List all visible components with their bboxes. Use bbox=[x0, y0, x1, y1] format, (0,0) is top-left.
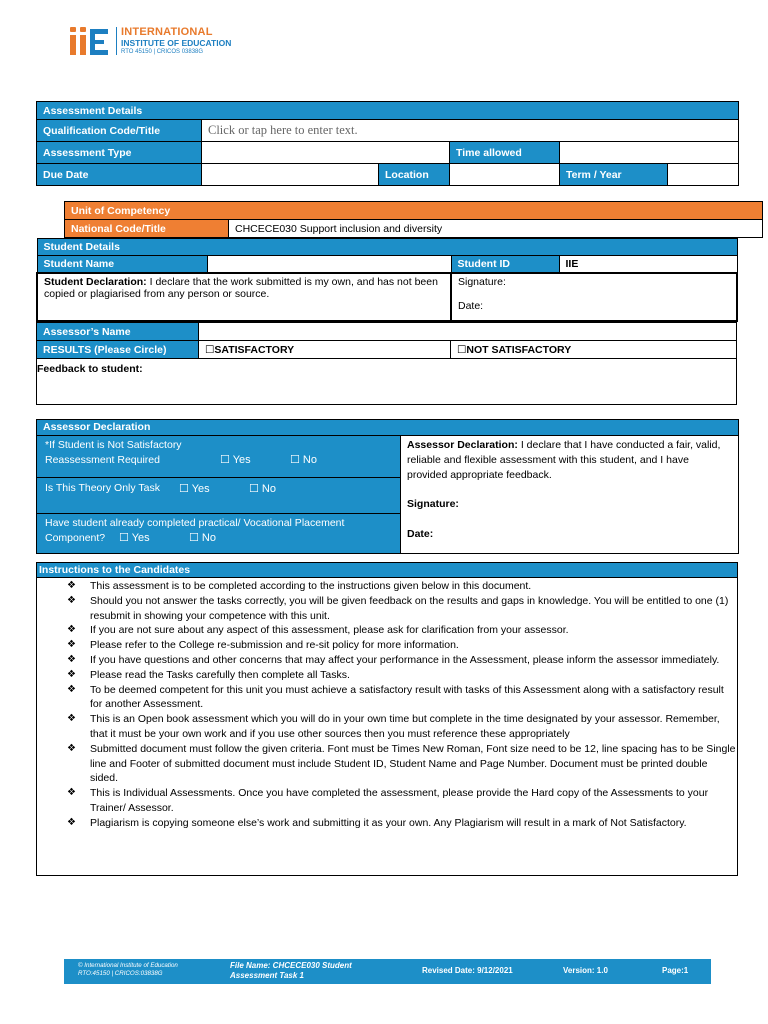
logo-line-2: INSTITUTE OF EDUCATION bbox=[121, 37, 232, 48]
diamond-bullet-icon: ❖ bbox=[67, 742, 76, 754]
instruction-text: Please refer to the College re-submission and re-sit policy for more information. bbox=[90, 639, 459, 652]
results-table bbox=[36, 322, 737, 405]
instruction-text: If you are not sure about any aspect of this assessment, please ask for clarification from your assessor. bbox=[90, 624, 569, 637]
instruction-text: This is an Open book assessment which you will do in your own time but complete in the time designated by your assessor. Remember, that it must be your own work and if you use other sources then you must reference these appropriately bbox=[90, 713, 720, 740]
instruction-text: Submitted document must follow the given criteria. Font must be Times New Roman, Font size need to be 12, line spacing has to be Single line and Footer of submitted document must include Student ID, Student Name and Page Number. Document must be printed double sided. bbox=[90, 742, 736, 785]
theory-only-yes-checkbox[interactable]: ☐ Yes bbox=[179, 483, 210, 495]
instruction-item bbox=[67, 653, 737, 668]
footer-file-name bbox=[230, 961, 352, 981]
instruction-item bbox=[67, 816, 737, 831]
reassessment-line-2: Reassessment Required bbox=[45, 454, 160, 466]
time-allowed-field[interactable] bbox=[560, 142, 739, 164]
student-declaration-text: I declare that the work submitted is my own, and has not been copied or plagiarised from any person or source. bbox=[44, 276, 438, 300]
assessor-signature-label[interactable]: Signature: bbox=[407, 498, 459, 510]
assessor-name-field[interactable] bbox=[199, 323, 737, 341]
feedback-field[interactable]: Feedback to student: bbox=[37, 359, 737, 405]
student-signature-cell[interactable] bbox=[451, 273, 737, 321]
instruction-item bbox=[67, 668, 737, 683]
assessor-date-label[interactable]: Date: bbox=[407, 528, 434, 540]
iie-logo-icon bbox=[70, 27, 112, 55]
footer-page-number: Page:1 bbox=[662, 966, 689, 975]
instruction-text: If you have questions and other concerns that may affect your performance in the Assessment, please inform the assessor immediately. bbox=[90, 653, 720, 666]
diamond-bullet-icon: ❖ bbox=[67, 639, 76, 651]
time-allowed-label: Time allowed bbox=[450, 142, 560, 164]
assessor-declaration-header: Assessor Declaration bbox=[37, 420, 739, 436]
assessment-type-field[interactable] bbox=[202, 142, 450, 164]
student-declaration bbox=[37, 273, 451, 321]
reassessment-cell bbox=[37, 436, 401, 478]
placement-cell bbox=[37, 514, 401, 554]
instruction-item bbox=[67, 579, 737, 594]
logo-text bbox=[116, 27, 231, 56]
instruction-item bbox=[67, 594, 737, 624]
reassessment-no-checkbox[interactable]: ☐ No bbox=[290, 454, 317, 466]
instructions-list bbox=[37, 578, 737, 831]
theory-only-no-checkbox[interactable]: ☐ No bbox=[249, 483, 276, 495]
assessor-name-label: Assessor’s Name bbox=[37, 323, 199, 341]
placement-line-1: Have student already completed practical/ Vocational Placement bbox=[45, 517, 345, 529]
logo-line-1: INTERNATIONAL bbox=[121, 25, 213, 38]
diamond-bullet-icon: ❖ bbox=[67, 624, 76, 636]
assessor-declaration-cell bbox=[401, 436, 739, 554]
assessment-type-label: Assessment Type bbox=[37, 142, 202, 164]
instruction-item bbox=[67, 638, 737, 653]
qualification-label: Qualification Code/Title bbox=[37, 120, 202, 142]
instruction-text: Please read the Tasks carefully then complete all Tasks. bbox=[90, 668, 350, 681]
theory-only-label: Is This Theory Only Task bbox=[45, 482, 160, 494]
footer-revised-date: Revised Date: 9/12/2021 bbox=[422, 966, 513, 975]
instructions-header: Instructions to the Candidates bbox=[37, 563, 737, 578]
qualification-field[interactable] bbox=[202, 120, 739, 142]
term-year-field[interactable] bbox=[668, 164, 739, 186]
instruction-item bbox=[67, 623, 737, 638]
instruction-item bbox=[67, 683, 737, 713]
footer-version: Version: 1.0 bbox=[563, 966, 608, 975]
results-label: RESULTS (Please Circle) bbox=[37, 341, 199, 359]
assessor-declaration-text: I declare that I have conducted a fair, valid, reliable and flexible assessment with this student, and I have provided appropriate feedback. bbox=[407, 439, 721, 481]
reassessment-line-1: *If Student is Not Satisfactory bbox=[45, 439, 182, 451]
footer-file-line-1: File Name: CHCECE030 Student bbox=[230, 961, 352, 970]
instruction-item bbox=[67, 742, 737, 786]
diamond-bullet-icon: ❖ bbox=[67, 668, 76, 680]
theory-only-cell bbox=[37, 478, 401, 514]
student-signature-label: Signature: bbox=[458, 276, 506, 288]
diamond-bullet-icon: ❖ bbox=[67, 787, 76, 799]
instruction-text: This assessment is to be completed according to the instructions given below in this document. bbox=[90, 580, 532, 592]
national-code-value: CHCECE030 Support inclusion and diversity bbox=[229, 220, 763, 238]
placement-no-checkbox[interactable]: ☐ No bbox=[189, 532, 216, 544]
not-satisfactory-checkbox[interactable]: ☐NOT SATISFACTORY bbox=[451, 341, 737, 359]
instruction-text: Should you not answer the tasks correctly, you will be given feedback on the results and gaps in knowledge. You will be entitled to one (1) resubmit in showing your competence with this unit. bbox=[90, 594, 729, 622]
student-declaration-title: Student Declaration: bbox=[44, 276, 147, 288]
location-field[interactable] bbox=[450, 164, 560, 186]
student-details-table bbox=[36, 238, 738, 322]
diamond-bullet-icon: ❖ bbox=[67, 594, 76, 606]
logo-line-3: RTO 45150 | CRICOS 03838G bbox=[121, 49, 204, 56]
reassessment-yes-checkbox[interactable]: ☐ Yes bbox=[220, 454, 251, 466]
instruction-text: This is Individual Assessments. Once you have completed the assessment, please provide the Hard copy of the Assessments to your Trainer/ Assessor. bbox=[90, 787, 709, 814]
student-id-label: Student ID bbox=[451, 256, 559, 274]
footer-copyright-line-1: © International Institute of Education bbox=[78, 962, 178, 969]
due-date-label: Due Date bbox=[37, 164, 202, 186]
unit-header: Unit of Competency bbox=[65, 202, 763, 220]
assessor-declaration-table bbox=[36, 419, 739, 554]
assessment-details-header: Assessment Details bbox=[37, 102, 739, 120]
institute-logo bbox=[70, 26, 231, 56]
instruction-item bbox=[67, 786, 737, 816]
footer-copyright-line-2: RTO:45150 | CRICOS:03838G bbox=[78, 970, 163, 977]
diamond-bullet-icon: ❖ bbox=[67, 713, 76, 725]
student-name-field[interactable] bbox=[207, 256, 451, 274]
instruction-text: To be deemed competent for this unit you must achieve a satisfactory result with tasks of this Assessment along with a satisfactory result for another Assessment. bbox=[90, 683, 724, 711]
assessor-declaration-title: Assessor Declaration: bbox=[407, 439, 518, 451]
national-code-label: National Code/Title bbox=[65, 220, 229, 238]
instructions-section bbox=[36, 562, 738, 876]
placement-line-2: Component? bbox=[45, 532, 106, 544]
diamond-bullet-icon: ❖ bbox=[67, 816, 76, 828]
due-date-field[interactable] bbox=[202, 164, 379, 186]
student-id-field[interactable]: IIE bbox=[559, 256, 737, 274]
location-label: Location bbox=[379, 164, 450, 186]
diamond-bullet-icon: ❖ bbox=[67, 653, 76, 665]
qualification-placeholder: Click or tap here to enter text. bbox=[208, 123, 358, 137]
assessment-details-table bbox=[36, 101, 739, 186]
page-footer bbox=[64, 959, 711, 984]
diamond-bullet-icon: ❖ bbox=[67, 683, 76, 695]
student-date-label: Date: bbox=[458, 300, 484, 312]
satisfactory-checkbox[interactable]: ☐SATISFACTORY bbox=[199, 341, 451, 359]
instruction-text: Plagiarism is copying someone else’s work and submitting it as your own. Any Plagiarism will result in a mark of Not Satisfactory. bbox=[90, 816, 687, 829]
instruction-item bbox=[67, 712, 737, 742]
diamond-bullet-icon: ❖ bbox=[67, 580, 76, 591]
placement-yes-checkbox[interactable]: ☐ Yes bbox=[119, 532, 150, 544]
term-year-label: Term / Year bbox=[560, 164, 668, 186]
footer-file-line-2: Assessment Task 1 bbox=[230, 971, 304, 980]
unit-of-competency-table bbox=[64, 201, 763, 238]
student-details-header: Student Details bbox=[37, 239, 737, 256]
student-name-label: Student Name bbox=[37, 256, 207, 274]
footer-copyright bbox=[78, 962, 178, 978]
